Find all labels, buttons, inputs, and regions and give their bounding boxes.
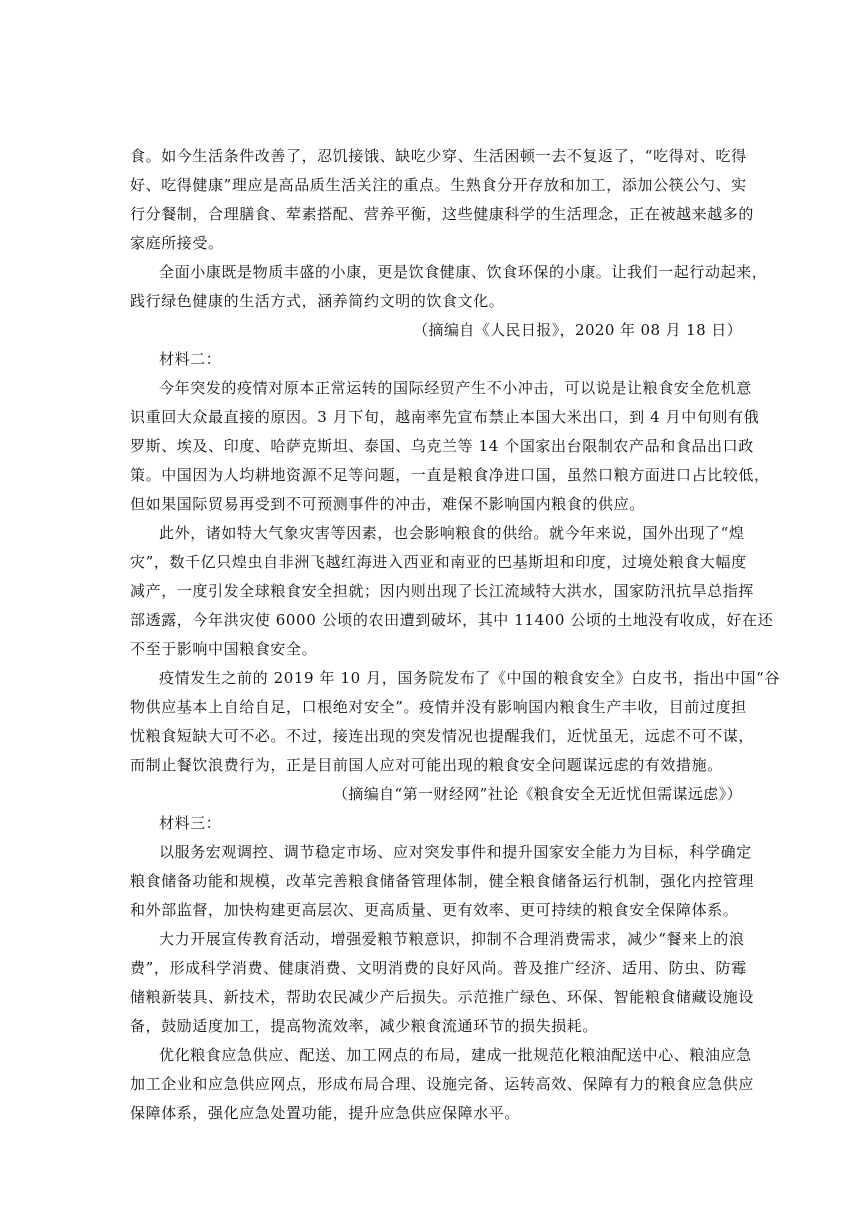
paragraph-start-line: 此外，诸如特大气象灾害等因素，也会影响粮食的供给。就今年来说，国外出现了“煌 [159,524,745,542]
paragraph-start-line: 大力开展宣传教育活动，增强爱粮节粮意识，抑制不合理消费需求，减少“餐来上的浪 [159,930,745,948]
text-line: 忧粮食短缺大可不必。不过，接连出现的突发情况也提醒我们，近忧虽无，远虑不可不谋， [130,727,755,745]
text-line: 行分餐制，合理膳食、荤素搭配、营养平衡，这些健康科学的生活理念，正在被越来越多的 [130,205,755,223]
text-line: 加工企业和应急供应网点，形成布局合理、设施完备、运转高效、保障有力的粮食应急供应 [130,1075,755,1093]
text-line: 储粮新装具、新技术，帮助农民减少产后损失。示范推广绿色、环保、智能粮食储藏设施设 [130,988,755,1006]
text-line: 备，鼓励适度加工，提高物流效率，减少粮食流通环节的损失损耗。 [130,1017,599,1035]
source-citation: （摘编自“第一财经网”社论《粮食安全无近忧但需谋远虑》） [332,785,742,803]
text-line: 好、吃得健康”理应是高品质生活关注的重点。生熟食分开存放和加工，添加公筷公勺、实 [130,176,747,194]
text-line: 罗斯、埃及、印度、哈萨克斯坦、泰国、乌克兰等 14 个国家出台限制农产品和食品出口政 [130,437,754,455]
text-line: 践行绿色健康的生活方式，涵养简约文明的饮食文化。 [130,292,505,310]
text-line: 食。如今生活条件改善了，忍饥接饿、缺吃少穿、生活困顿一去不复返了，“吃得对、吃得 [130,147,747,165]
text-line: 灾”，数千亿只煌虫自非洲飞越红海进入西亚和南亚的巴基斯坦和印度，过境处粮食大幅度 [130,553,747,571]
source-citation: （摘编自《人民日报》，2020 年 08 月 18 日） [413,321,742,339]
paragraph-start-line: 全面小康既是物质丰盛的小康，更是饮食健康、饮食环保的小康。让我们一起行动起来， [159,263,768,281]
text-line: 而制止餐饮浪费行为，正是目前国人应对可能出现的粮食安全问题谋远虑的有效措施。 [130,756,723,774]
paragraph-start-line: 以服务宏观调控、调节稳定市场、应对突发事件和提升国家安全能力为目标，科学确定 [159,843,752,861]
text-line: 部透露，今年洪灾使 6000 公顷的农田遭到破坏，其中 11400 公顷的土地没有收成，好在还 [130,611,774,629]
text-line: 保障体系，强化应急处置功能，提升应急供应保障水平。 [130,1104,521,1122]
text-line: 识重回大众最直接的原因。3 月下旬，越南率先宣布禁止本国大米出口，到 4 月中旬则有俄 [130,408,760,426]
text-line: 和外部监督，加快构建更高层次、更高质量、更有效率、更可持续的粮食安全保障体系。 [130,901,739,919]
text-line: 家庭所接受。 [130,234,224,252]
text-line: 费”，形成科学消费、健康消费、文明消费的良好风尚。普及推广经济、适用、防虫、防霉 [130,959,747,977]
section-heading: 材料二： [159,350,222,368]
paragraph-start-line: 今年突发的疫情对原本正常运转的国际经贸产生不小冲击，可以说是让粮食安全危机意 [159,379,752,397]
paragraph-start-line: 优化粮食应急供应、配送、加工网点的布局，建成一批规范化粮油配送中心、粮油应急 [159,1046,752,1064]
text-line: 减产，一度引发全球粮食安全担就；因内则出现了长江流域特大洪水，国家防汛抗旱总指挥 [130,582,755,600]
text-line: 物供应基本上自给自足，口根绝对安全”。疫情并没有影响国内粮食生产丰收，目前过度担 [130,698,747,716]
text-line: 策。中国因为人均耕地资源不足等问题，一直是粮食净进口国，虽然口粮方面进口占比较低， [130,466,770,484]
section-heading: 材料三： [159,814,222,832]
text-line: 但如果国际贸易再受到不可预测事件的冲击，难保不影响国内粮食的供应。 [130,495,645,513]
text-line: 粮食储备功能和规模，改革完善粮食储备管理体制，健全粮食储备运行机制，强化内控管理 [130,872,755,890]
text-line: 不至于影响中国粮食安全。 [130,640,318,658]
paragraph-start-line: 疫情发生之前的 2019 年 10 月，国务院发布了《中国的粮食安全》白皮书，指出中国“谷 [159,669,781,687]
